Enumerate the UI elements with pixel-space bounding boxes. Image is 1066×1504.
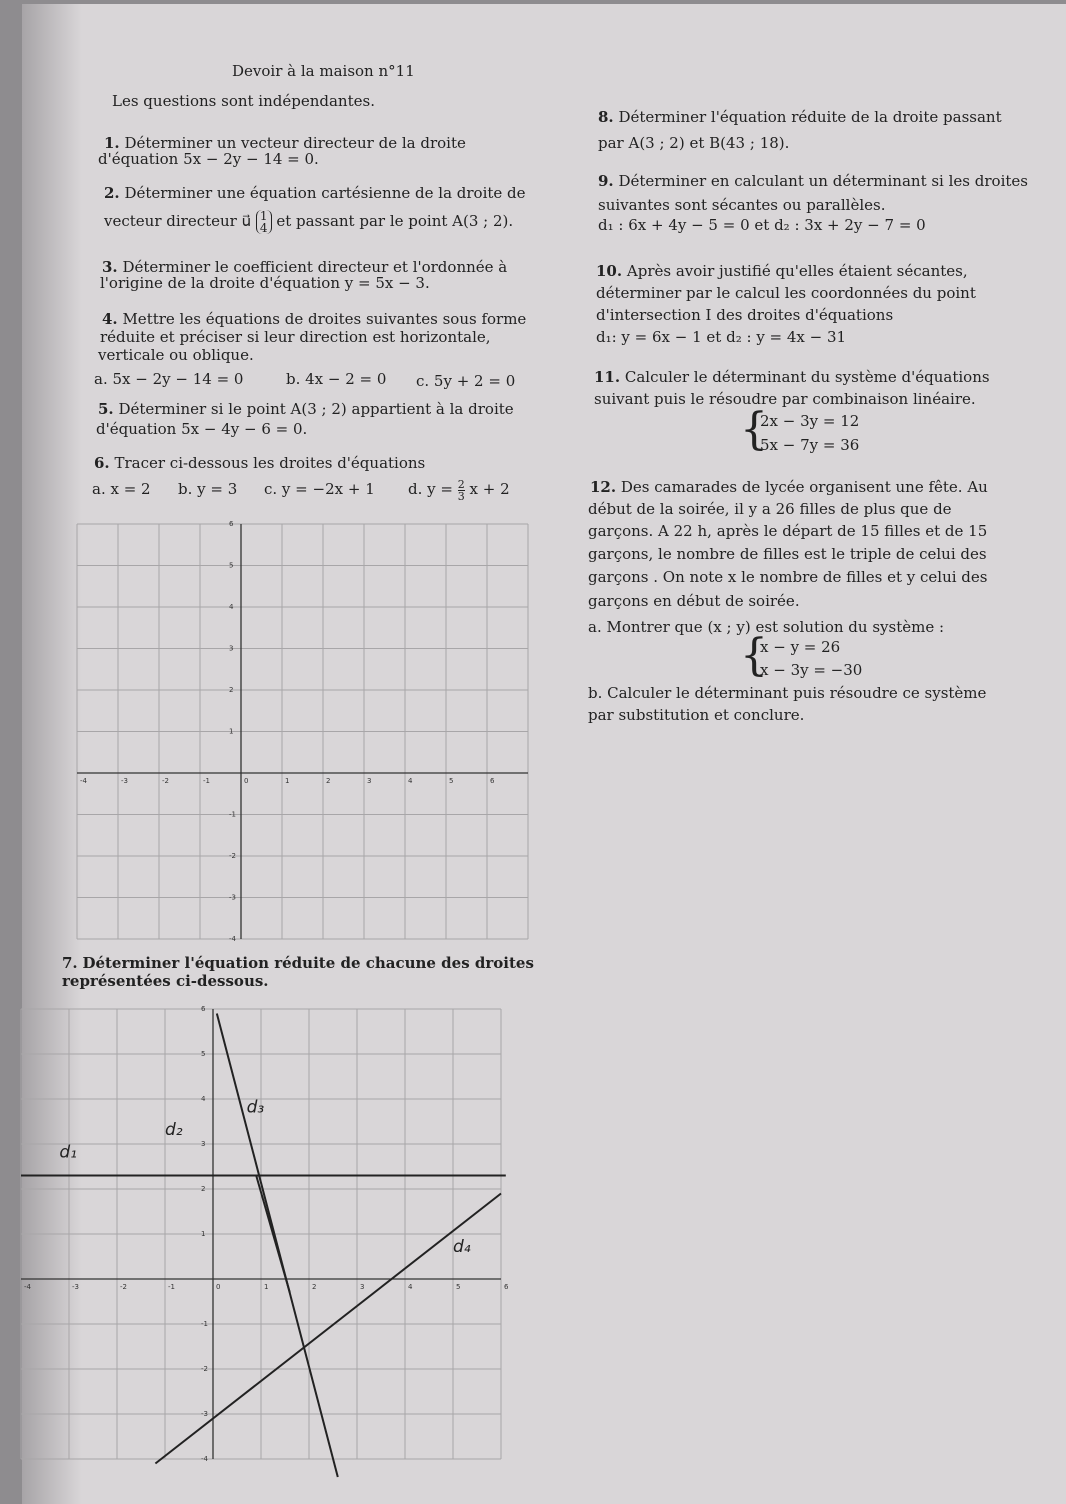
q6-item-c: c. y = −2x + 1 [264, 480, 375, 498]
graph2-x-tick-label: 0 [216, 1283, 221, 1291]
q12-line5: garçons . On note x le nombre de filles et y celui des [588, 568, 988, 586]
graph1-x-tick-label: 0 [244, 777, 249, 785]
q8-number: 8. [598, 108, 614, 126]
q12-eq2: x − 3y = −30 [760, 661, 863, 679]
q10-text: Après avoir justifié qu'elles étaient sécantes, [626, 262, 968, 280]
q2-vector-text: vecteur directeur u⃗ [104, 212, 252, 230]
graph2-x-tick-label: 6 [504, 1283, 509, 1291]
q7-number: 7. [62, 954, 78, 972]
graph1-x-tick-label: 3 [367, 777, 372, 785]
q9-line2: suivantes sont sécantes ou parallèles. [598, 196, 886, 214]
q12-brace: { [740, 630, 768, 681]
q2-vec-top: 1 [259, 209, 268, 223]
q11-eq2: 5x − 7y = 36 [760, 436, 860, 454]
q2-text: Déterminer une équation cartésienne de la droite de [124, 184, 526, 202]
q4-line3: verticale ou oblique. [98, 346, 254, 364]
q12-item-a: a. Montrer que (x ; y) est solution du système : [588, 618, 945, 636]
q7-text: Déterminer l'équation réduite de chacune des droites [82, 954, 534, 972]
graph1-y-tick-label: -2 [229, 852, 236, 860]
q12-text: Des camarades de lycée organisent une fête. Au [620, 478, 988, 496]
q5-line2: d'équation 5x − 4y − 6 = 0. [96, 420, 308, 438]
q4-line2: réduite et préciser si leur direction est horizontale, [100, 328, 491, 346]
q11-line2: suivant puis le résoudre par combinaison linéaire. [594, 390, 976, 408]
page-title: Devoir à la maison n°11 [232, 62, 415, 80]
q11-eq1: 2x − 3y = 12 [760, 412, 860, 430]
q10-line4: d₁: y = 6x − 1 et d₂ : y = 4x − 31 [596, 328, 847, 346]
q3-number: 3. [102, 258, 118, 276]
graph2-x-tick-label: 1 [264, 1283, 269, 1291]
graph2-y-tick-label: 5 [201, 1050, 206, 1058]
graph2-x-tick-label: -2 [120, 1283, 127, 1291]
graph2-y-tick-label: 4 [201, 1095, 206, 1103]
graph1-x-tick-label: -2 [162, 777, 169, 785]
q12-eq1: x − y = 26 [760, 638, 841, 656]
graph2-x-tick-label: 3 [360, 1283, 365, 1291]
q8-text: Déterminer l'équation réduite de la droite passant [618, 108, 1002, 126]
q4-number: 4. [102, 310, 118, 328]
q3-text: Déterminer le coefficient directeur et l'ordonnée à [122, 258, 508, 276]
q2-number: 2. [104, 184, 120, 202]
graph1-y-tick-label: 3 [229, 644, 234, 653]
q4-item-c: c. 5y + 2 = 0 [416, 372, 516, 390]
q3-line2: l'origine de la droite d'équation y = 5x − 3. [100, 274, 430, 292]
q6-d-num: 2 [457, 477, 465, 491]
graph1-x-tick-label: -4 [80, 777, 87, 785]
line-d2 [217, 1014, 338, 1478]
q10-line2: déterminer par le calcul les coordonnées du point [596, 284, 976, 302]
q1-line2: d'équation 5x − 2y − 14 = 0. [98, 150, 319, 168]
graph2-x-tick-label: 2 [312, 1283, 317, 1291]
q12-number: 12. [590, 478, 617, 496]
graph1-y-tick-label: 2 [229, 686, 234, 694]
q8-line2: par A(3 ; 2) et B(43 ; 18). [598, 134, 790, 152]
q11-brace: { [740, 404, 768, 455]
q12-item-b-line1: b. Calculer le déterminant puis résoudre ce système [588, 684, 987, 702]
graph2-line-label: d₂ [165, 1120, 183, 1140]
graph1-y-tick-label: -3 [229, 893, 236, 902]
graph1-x-tick-label: -3 [121, 777, 128, 785]
graph1-x-tick-label: 1 [285, 777, 290, 785]
q12-line4: garçons, le nombre de filles est le triple de celui des [588, 545, 987, 563]
graph2-line-label: d₄ [453, 1237, 471, 1257]
q4-item-a: a. 5x − 2y − 14 = 0 [94, 370, 244, 388]
graph1-y-tick-label: 4 [229, 603, 234, 611]
q6-d-post: x + 2 [469, 480, 510, 498]
q10-line3: d'intersection I des droites d'équations [596, 306, 894, 324]
q6-item-a: a. x = 2 [92, 480, 151, 498]
graph1-x-tick-label: 4 [408, 777, 413, 785]
q2-vec-bottom: 4 [259, 221, 268, 235]
graph2-x-tick-label: 5 [456, 1283, 461, 1291]
q6-d-den: 3 [457, 489, 465, 503]
q2-point-text: et passant par le point A(3 ; 2). [276, 212, 514, 230]
q12-line2: début de la soirée, il y a 26 filles de plus que de [588, 500, 952, 518]
q12-line6: garçons en début de soirée. [588, 592, 800, 610]
intro-text: Les questions sont indépendantes. [112, 92, 375, 110]
graph2-y-tick-label: -3 [201, 1410, 208, 1418]
q10-number: 10. [596, 262, 623, 280]
q1-number: 1. [104, 134, 120, 152]
q11-text: Calculer le déterminant du système d'équations [624, 368, 990, 386]
q6-d-pre: d. y = [408, 480, 453, 498]
graph1-x-tick-label: -1 [203, 777, 210, 785]
q9-line3: d₁ : 6x + 4y − 5 = 0 et d₂ : 3x + 2y − 7 = 0 [598, 216, 926, 234]
graph1-x-tick-label: 5 [449, 777, 454, 785]
q5-number: 5. [98, 400, 114, 418]
graph2-y-tick-label: 1 [201, 1230, 206, 1238]
graph2-y-tick-label: 3 [201, 1140, 206, 1148]
q4-text: Mettre les équations de droites suivantes sous forme [122, 310, 527, 328]
graph1-y-tick-label: -1 [229, 810, 236, 819]
graph2-y-tick-label: -4 [201, 1455, 208, 1463]
graph2-y-tick-label: -1 [201, 1320, 208, 1328]
graph1-x-tick-label: 2 [326, 777, 331, 785]
q7-line2: représentées ci-dessous. [62, 972, 269, 990]
graph2-y-tick-label: 6 [201, 1005, 206, 1013]
q6-item-b: b. y = 3 [178, 480, 238, 498]
graph2-line-label: d₁ [59, 1142, 78, 1163]
graph1-y-tick-label: 1 [229, 727, 234, 736]
graph2-y-tick-label: -2 [201, 1365, 208, 1373]
q5-text: Déterminer si le point A(3 ; 2) appartient à la droite [118, 400, 514, 418]
graph2-x-tick-label: -4 [24, 1283, 31, 1291]
graph1-y-tick-label: 6 [229, 520, 234, 528]
graph1-y-tick-label: 5 [229, 561, 234, 570]
q9-number: 9. [598, 172, 614, 190]
q4-item-b: b. 4x − 2 = 0 [286, 370, 387, 388]
q6-text: Tracer ci-dessous les droites d'équations [114, 454, 426, 472]
graph2-x-tick-label: 4 [408, 1283, 413, 1291]
q6-number: 6. [94, 454, 110, 472]
q12-item-b-line2: par substitution et conclure. [588, 706, 805, 724]
graph2-line-label: d₃ [246, 1097, 265, 1118]
graph1-y-tick-label: -4 [229, 935, 236, 943]
graph2-x-tick-label: -1 [168, 1283, 175, 1291]
graph2-x-tick-label: -3 [72, 1283, 79, 1291]
q1-text: Déterminer un vecteur directeur de la droite [124, 134, 466, 152]
q11-number: 11. [594, 368, 621, 386]
graph1-x-tick-label: 6 [490, 777, 495, 785]
q12-line3: garçons. A 22 h, après le départ de 15 filles et de 15 [588, 522, 988, 540]
graph2-y-tick-label: 2 [201, 1185, 206, 1193]
q9-text: Déterminer en calculant un déterminant si les droites [618, 172, 1028, 190]
